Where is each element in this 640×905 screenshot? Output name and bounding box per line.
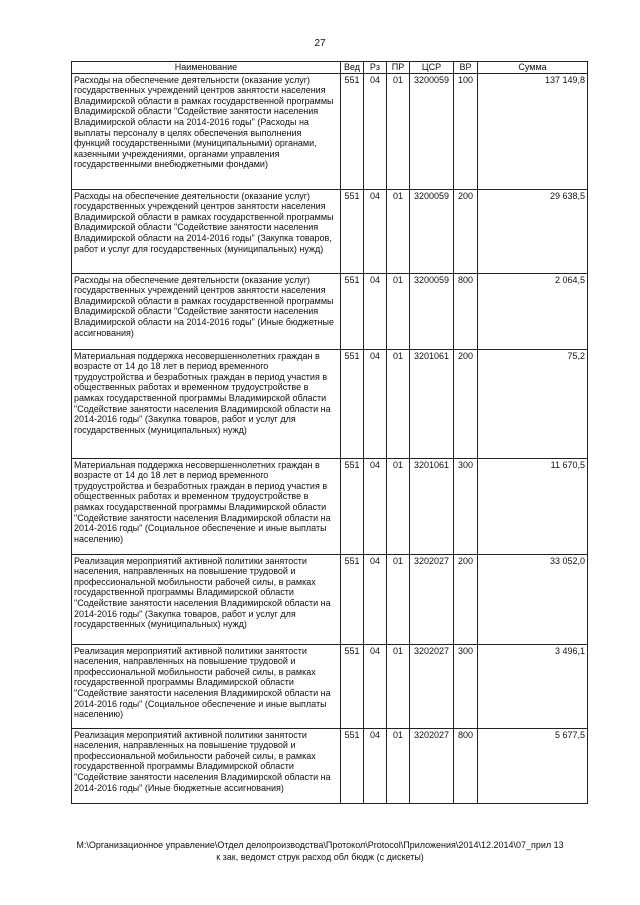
table-header-row [72,62,588,74]
row-rz: 04 [364,273,387,349]
row-ved: 551 [341,728,364,803]
table-row [72,554,588,644]
row-ved: 551 [341,73,364,189]
row-name: Реализация мероприятий активной политики занятости населения, направленных на повышение трудовой и профессиональной мобильности рабочей силы, в рамках государственной программы Владимирской области "Содействие занятости населения Владимирской области на 2014-2016 годы" (Закупка товаров, работ и услуг для государственных (муниципальных) нужд) [72,554,341,644]
row-vr: 200 [454,349,478,458]
row-ved: 551 [341,189,364,273]
row-rz: 04 [364,189,387,273]
header-name: Наименование [72,62,341,74]
row-sum: 11 670,5 [478,458,588,554]
row-ved: 551 [341,273,364,349]
table-row [72,349,588,458]
table-row [72,73,588,189]
header-vr: ВР [454,62,478,74]
row-sum: 5 677,5 [478,728,588,803]
row-pr: 01 [387,189,410,273]
header-csr: ЦСР [410,62,454,74]
footer-line-2: к зак, ведомст струк расход обл бюдж (с дискеты) [216,852,424,862]
table-row [72,728,588,803]
row-pr: 01 [387,349,410,458]
header-sum: Сумма [478,62,588,74]
row-vr: 800 [454,273,478,349]
row-name: Материальная поддержка несовершеннолетних граждан в возрасте от 14 до 18 лет в период временного трудоустройства и безработных граждан в период участия в общественных работах и временном трудоустройстве в рамках государственной программы Владимирской области "Содействие занятости населения Владимирской области на 2014-2016 годы" (Закупка товаров, работ и услуг для государственных (муниципальных) нужд) [72,349,341,458]
page-number: 27 [314,38,326,49]
row-rz: 04 [364,73,387,189]
row-csr: 3201061 [410,458,454,554]
row-ved: 551 [341,554,364,644]
row-name: Реализация мероприятий активной политики занятости населения, направленных на повышение трудовой и профессиональной мобильности рабочей силы, в рамках государственной программы Владимирской области "Содействие занятости населения Владимирской области на 2014-2016 годы" (Иные бюджетные ассигнования) [72,728,341,803]
row-csr: 3202027 [410,554,454,644]
row-rz: 04 [364,644,387,728]
row-name: Расходы на обеспечение деятельности (оказание услуг) государственных учреждений центров занятости населения Владимирской области в рамках государственной программы Владимирской области "Содействие занятости населения Владимирской области на 2014-2016 годы" (Иные бюджетные ассигнования) [72,273,341,349]
row-csr: 3202027 [410,644,454,728]
row-rz: 04 [364,458,387,554]
row-vr: 800 [454,728,478,803]
row-vr: 300 [454,458,478,554]
row-sum: 137 149,8 [478,73,588,189]
row-name: Расходы на обеспечение деятельности (оказание услуг) государственных учреждений центров занятости населения Владимирской области в рамках государственной программы Владимирской области "Содействие занятости населения Владимирской области на 2014-2016 годы" (Закупка товаров, работ и услуг для государственных (муниципальных) нужд) [72,189,341,273]
header-ved: Вед [341,62,364,74]
row-vr: 200 [454,554,478,644]
row-sum: 33 052,0 [478,554,588,644]
row-csr: 3200059 [410,189,454,273]
row-vr: 200 [454,189,478,273]
row-pr: 01 [387,554,410,644]
row-ved: 551 [341,349,364,458]
row-pr: 01 [387,458,410,554]
row-pr: 01 [387,644,410,728]
row-rz: 04 [364,728,387,803]
table-row [72,189,588,273]
row-csr: 3201061 [410,349,454,458]
table-row [72,458,588,554]
row-sum: 2 064,5 [478,273,588,349]
row-vr: 300 [454,644,478,728]
footer-line-1: M:\Организационное управление\Отдел делопроизводства\Протокол\Protocol\Приложения\2014\12.2014\07_прил 13 [76,840,564,850]
table-row [72,644,588,728]
header-pr: ПР [387,62,410,74]
header-rz: Рз [364,62,387,74]
table-row [72,273,588,349]
row-csr: 3200059 [410,73,454,189]
row-vr: 100 [454,73,478,189]
row-rz: 04 [364,349,387,458]
footer-file-path [0,839,640,863]
row-ved: 551 [341,644,364,728]
row-pr: 01 [387,273,410,349]
row-name: Расходы на обеспечение деятельности (оказание услуг) государственных учреждений центров занятости населения Владимирской области в рамках государственной программы Владимирской области "Содействие занятости населения Владимирской области на 2014-2016 годы" (Расходы на выплаты персоналу в целях обеспечения выполнения функций государственными (муниципальными) органами, казенными учреждениями, органами управления государственными внебюджетными фондами) [72,73,341,189]
row-pr: 01 [387,728,410,803]
row-sum: 3 496,1 [478,644,588,728]
row-name: Материальная поддержка несовершеннолетних граждан в возрасте от 14 до 18 лет в период временного трудоустройства и безработных граждан в период участия в общественных работах и временном трудоустройстве в рамках государственной программы Владимирской области "Содействие занятости населения Владимирской области на 2014-2016 годы" (Социальное обеспечение и иные выплаты населению) [72,458,341,554]
row-ved: 551 [341,458,364,554]
row-csr: 3200059 [410,273,454,349]
budget-table [71,61,588,804]
row-sum: 75,2 [478,349,588,458]
row-pr: 01 [387,73,410,189]
row-sum: 29 638,5 [478,189,588,273]
row-rz: 04 [364,554,387,644]
row-csr: 3202027 [410,728,454,803]
row-name: Реализация мероприятий активной политики занятости населения, направленных на повышение трудовой и профессиональной мобильности рабочей силы, в рамках государственной программы Владимирской области "Содействие занятости населения Владимирской области на 2014-2016 годы" (Социальное обеспечение и иные выплаты населению) [72,644,341,728]
